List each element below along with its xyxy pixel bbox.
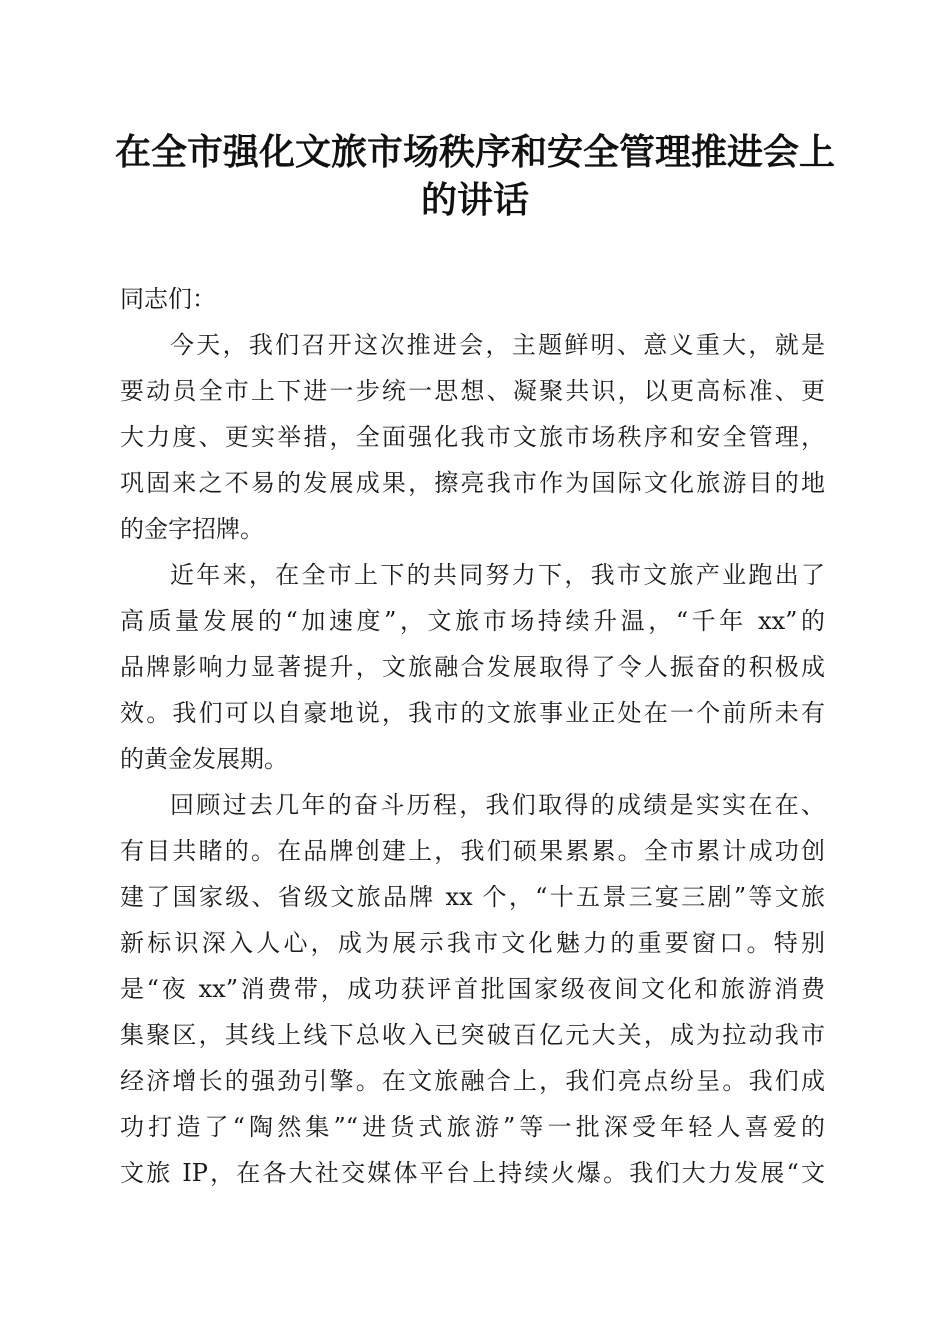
body-line: 大力度、更实举措，全面强化我市文旅市场秩序和安全管理，: [120, 423, 825, 451]
body-line: 文旅 IP，在各大社交媒体平台上持续火爆。我们大力发展“文: [120, 1159, 825, 1187]
body-line: 经济增长的强劲引擎。在文旅融合上，我们亮点纷呈。我们成: [120, 1067, 825, 1095]
document-title: [110, 128, 840, 224]
title-line-1: 在全市强化文旅市场秩序和安全管理推进会上: [114, 131, 835, 173]
body-line: 的黄金发展期。: [120, 745, 288, 773]
body-line: 建了国家级、省级文旅品牌 xx 个，“十五景三宴三剧”等文旅: [120, 883, 825, 911]
document-body: [120, 276, 825, 1196]
body-line: 近年来，在全市上下的共同努力下，我市文旅产业跑出了: [170, 561, 825, 589]
salutation: 同志们：: [120, 285, 216, 313]
body-line: 新标识深入人心，成为展示我市文化魅力的重要窗口。特别: [120, 929, 825, 957]
title-line-2: 的讲话: [420, 179, 529, 221]
body-line: 是“夜 xx”消费带，成功获评首批国家级夜间文化和旅游消费: [120, 975, 825, 1003]
body-line: 的金字招牌。: [120, 515, 264, 543]
body-line: 功打造了“陶然集”“进货式旅游”等一批深受年轻人喜爱的: [120, 1113, 825, 1141]
body-line: 高质量发展的“加速度”，文旅市场持续升温，“千年 xx”的: [120, 607, 825, 635]
body-line: 品牌影响力显著提升，文旅融合发展取得了令人振奋的积极成: [120, 653, 825, 681]
body-line: 集聚区，其线上线下总收入已突破百亿元大关，成为拉动我市: [120, 1021, 825, 1049]
body-line: 效。我们可以自豪地说，我市的文旅事业正处在一个前所未有: [120, 699, 825, 727]
body-line: 巩固来之不易的发展成果，擦亮我市作为国际文化旅游目的地: [120, 469, 825, 497]
body-line: 今天，我们召开这次推进会，主题鲜明、意义重大，就是: [170, 331, 825, 359]
body-line: 要动员全市上下进一步统一思想、凝聚共识，以更高标准、更: [120, 377, 825, 405]
body-line: 回顾过去几年的奋斗历程，我们取得的成绩是实实在在、: [170, 791, 825, 819]
body-line: 有目共睹的。在品牌创建上，我们硕果累累。全市累计成功创: [120, 837, 825, 865]
